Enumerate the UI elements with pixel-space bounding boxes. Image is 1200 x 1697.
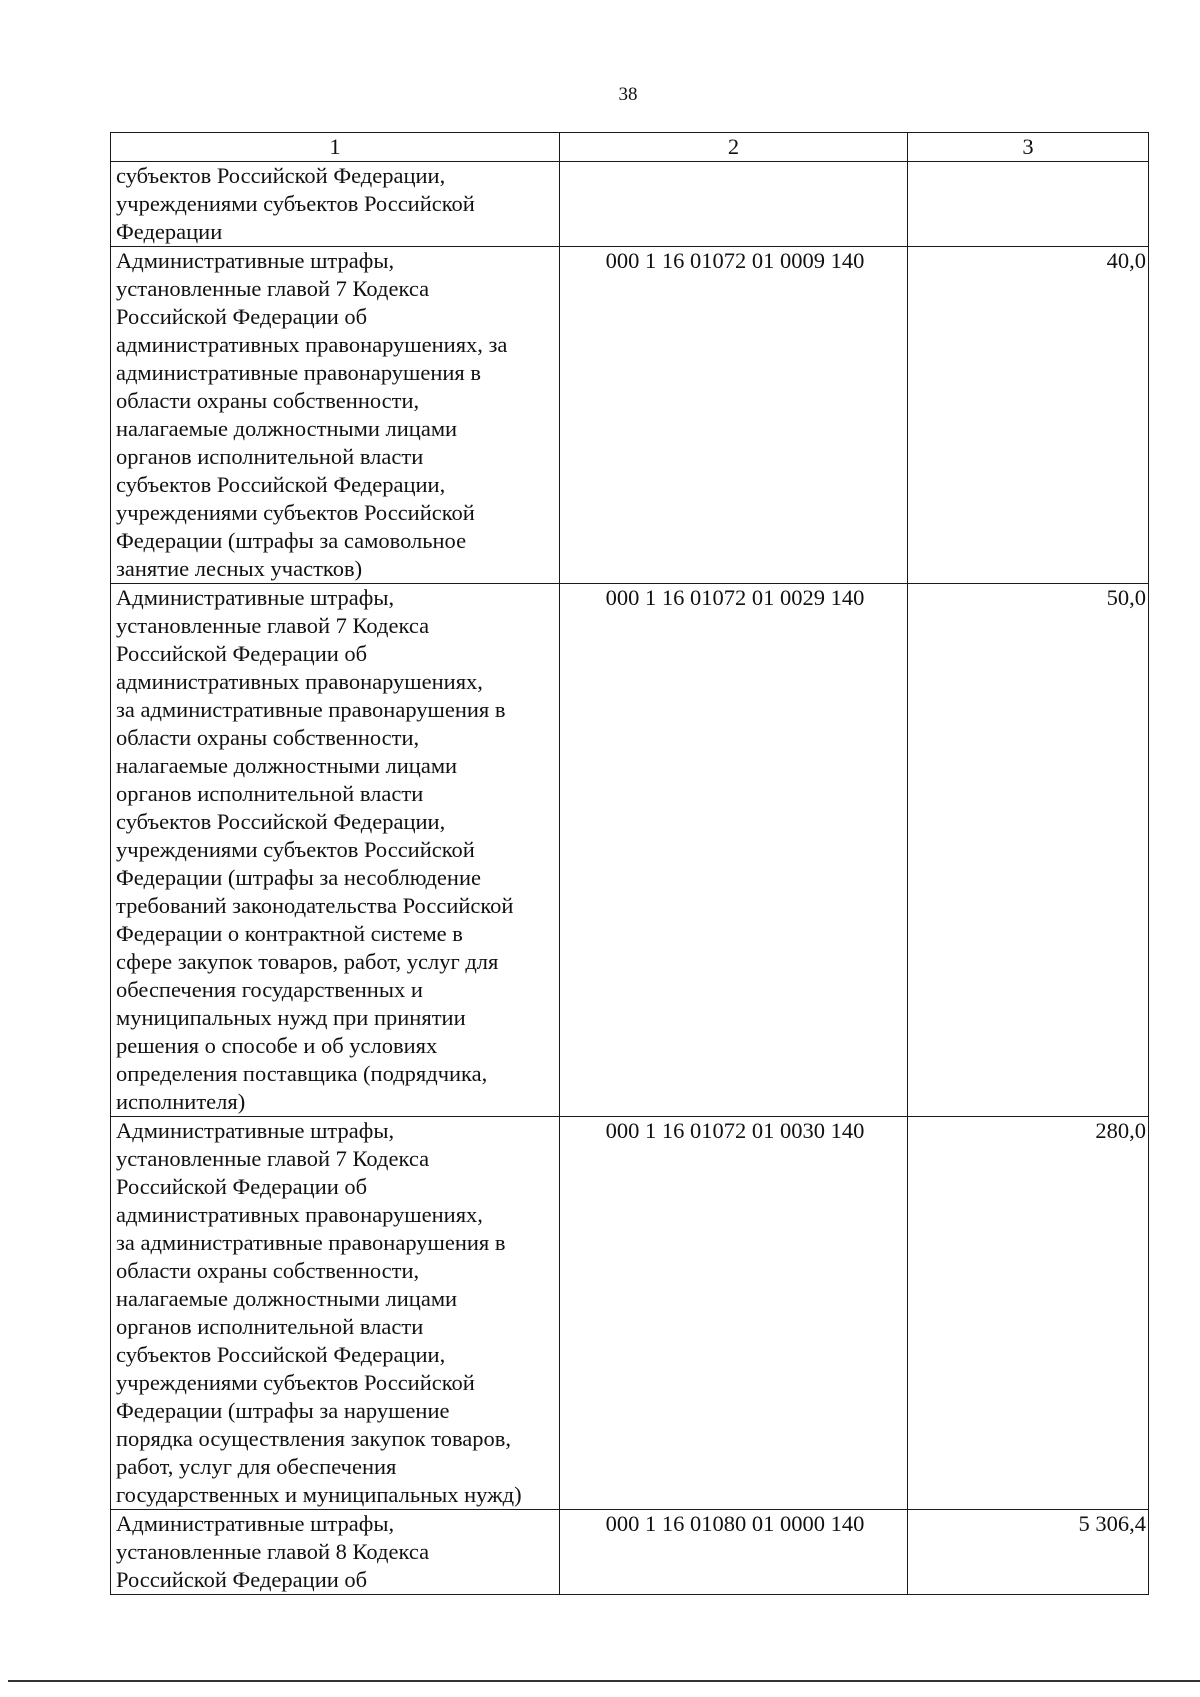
table-row [111, 1510, 1149, 1595]
table-row [111, 247, 1149, 584]
row-amount: 5 306,4 [908, 1510, 1149, 1595]
row-description: Административные штрафы, установленные главой 8 Кодекса Российской Федерации об [111, 1510, 560, 1595]
row-description: Административные штрафы, установленные главой 7 Кодекса Российской Федерации об административных правонарушениях, за административные правонарушения в области охраны собственности, налагаемые должностными лицами органов исполнительной власти субъектов Российской Федерации, учреждениями субъектов Российской Федерации (штрафы за несоблюдение требований законодательства Российской Федерации о контрактной системе в сфере закупок товаров, работ, услуг для обеспечения государственных и муниципальных нужд при принятии решения о способе и об условиях определения поставщика (подрядчика, исполнителя) [111, 584, 560, 1117]
row-code: 000 1 16 01072 01 0030 140 [560, 1117, 908, 1510]
row-amount: 40,0 [908, 247, 1149, 584]
column-header-2: 2 [560, 133, 908, 162]
row-code: 000 1 16 01080 01 0000 140 [560, 1510, 908, 1595]
budget-revenue-table [110, 132, 1149, 1595]
table-row [111, 162, 1149, 247]
page-bottom-rule [8, 1680, 1200, 1682]
row-amount: 280,0 [908, 1117, 1149, 1510]
row-code: 000 1 16 01072 01 0029 140 [560, 584, 908, 1117]
table-header-row [111, 133, 1149, 162]
column-header-3: 3 [908, 133, 1149, 162]
column-header-1: 1 [111, 133, 560, 162]
row-description: Административные штрафы, установленные главой 7 Кодекса Российской Федерации об административных правонарушениях, за административные правонарушения в области охраны собственности, налагаемые должностными лицами органов исполнительной власти субъектов Российской Федерации, учреждениями субъектов Российской Федерации (штрафы за самовольное занятие лесных участков) [111, 247, 560, 584]
row-amount: 50,0 [908, 584, 1149, 1117]
row-code [560, 162, 908, 247]
row-amount [908, 162, 1149, 247]
row-code: 000 1 16 01072 01 0009 140 [560, 247, 908, 584]
table-row [111, 1117, 1149, 1510]
table-row [111, 584, 1149, 1117]
row-description: субъектов Российской Федерации, учреждениями субъектов Российской Федерации [111, 162, 560, 247]
row-description: Административные штрафы, установленные главой 7 Кодекса Российской Федерации об административных правонарушениях, за административные правонарушения в области охраны собственности, налагаемые должностными лицами органов исполнительной власти субъектов Российской Федерации, учреждениями субъектов Российской Федерации (штрафы за нарушение порядка осуществления закупок товаров, работ, услуг для обеспечения государственных и муниципальных нужд) [111, 1117, 560, 1510]
page-number: 38 [618, 84, 638, 105]
